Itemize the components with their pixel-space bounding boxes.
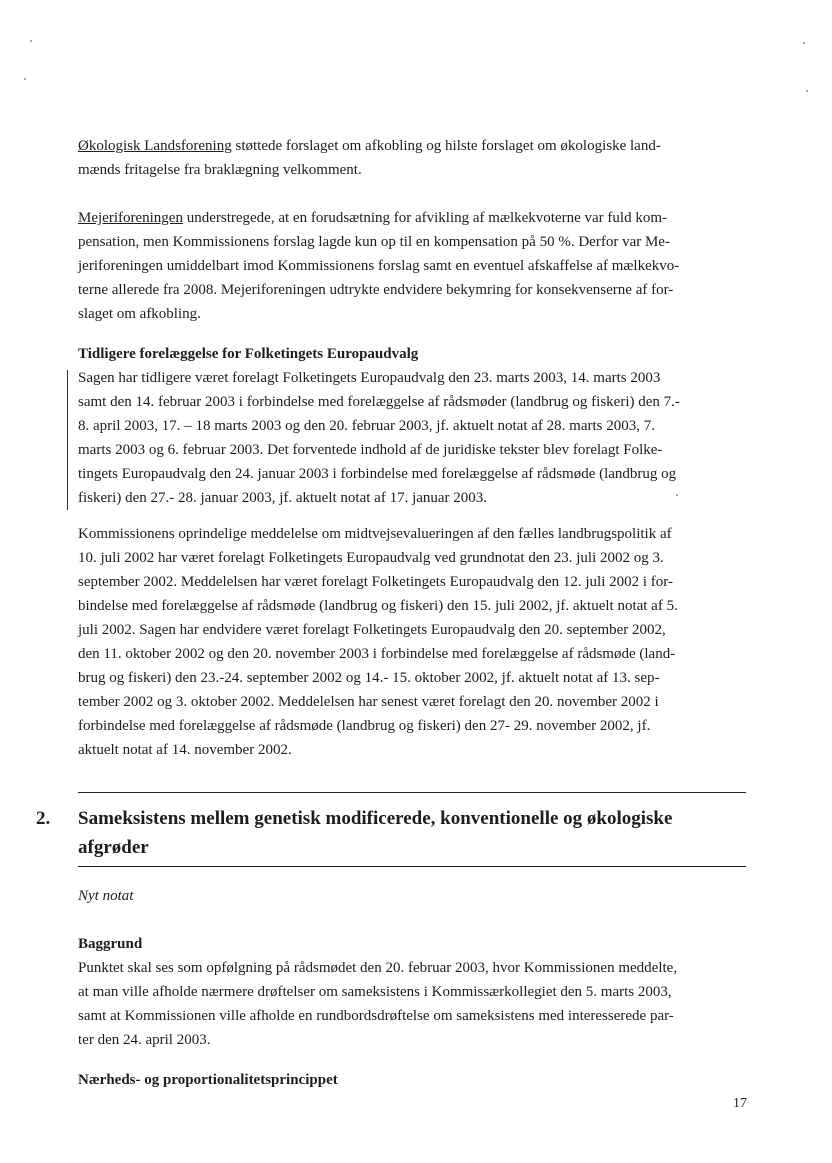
section-heading: Nærheds- og proportionalitetsprincippet — [78, 1072, 338, 1088]
paragraph-principle — [78, 1068, 750, 1092]
paragraph-oekologisk-landsforening: Økologisk Landsforening støttede forslaget om afkobling og hilste forslaget om økologiske land- mænds fritagelse fra braklægning velkomment. — [78, 138, 661, 178]
scan-speck — [24, 78, 26, 80]
paragraph-mejeriforeningen: Mejeriforeningen understregede, at en forudsætning for afvikling af mælkekvoterne var fuld kom- pensation, men Kommissionens forslag lagde kun op til en kompensation på 50 %. Derfor var Me- jeriforeningen umiddelbart imod Kommissionens forslag samt en eventuel afskaffelse af mælkekvo- terne allerede fra 2008. Mejeriforeningen udtrykte endvidere bekymring for konsekvenserne af for- slaget om afkobling. — [78, 210, 680, 322]
divider-top — [78, 792, 746, 793]
organization-name: Økologisk Landsforening — [78, 138, 232, 154]
section-title: Sameksistens mellem genetisk modificerede, konventionelle og økologiske afgrøder — [78, 808, 673, 858]
scan-speck — [30, 40, 32, 42]
organization-name: Mejeriforeningen — [78, 210, 183, 226]
margin-change-bar — [67, 370, 68, 510]
note-label: Nyt notat — [78, 888, 134, 904]
section-heading: Baggrund — [78, 936, 143, 952]
section-heading: Tidligere forelæggelse for Folketingets Europaudvalg — [78, 346, 419, 362]
scan-speck — [806, 90, 808, 92]
paragraph-commission-communication: Kommissionens oprindelige meddelelse om midtvejsevalueringen af den fælles landbrugspolitik af 10. juli 2002 har været forelagt Folketingets Europaudvalg ved grundnotat den 23. juli 2002 og 3. september 2002. Meddelelsen har været forelagt Folketingets Europaudvalg den 12. juli 2002 i for- bindelse med forelæggelse af rådsmøde (landbrug og fiskeri) den 15. juli 2002, jf. aktuelt notat af 5. juli 2002. Sagen har endvidere været forelagt Folketingets Europaudvalg den 20. september 2002, den 11. oktober 2002 og den 20. november 2003 i forbindelse med forelæggelse af rådsmøde (land- brug og fiskeri) den 23.-24. september 2002 og 14.- 15. oktober 2002, jf. aktuelt notat af 13. sep- tember 2002 og 3. oktober 2002. Meddelelsen har senest været forelagt den 20. november 2002 i forbindelse med forelæggelse af rådsmøde (landbrug og fiskeri) den 27- 29. november 2002, jf. aktuelt notat af 14. november 2002. — [78, 526, 678, 758]
paragraph-background: Baggrund Punktet skal ses som opfølgning på rådsmødet den 20. februar 2003, hvor Kommissionen meddelte, at man ville afholde nærmere drøftelser om sameksistens i Kommissærkollegiet den 5. marts 2003, samt at Kommissionen ville afholde en rundbordsdrøftelse om sameksistens med interesserede par- ter den 24. april 2003. — [78, 932, 750, 1052]
page-number: 17 — [733, 1096, 747, 1111]
paragraph-previous-presentation: Tidligere forelæggelse for Folketingets Europaudvalg Sagen har tidligere været forelagt Folketingets Europaudvalg den 23. marts 2003, 14. marts 2003 samt den 14. februar 2003 i forbindelse med forelæggelse af rådsmøder (landbrug og fiskeri) den 7.- 8. april 2003, 17. – 18 marts 2003 og den 20. februar 2003, jf. aktuelt notat af 28. marts 2003, 7. marts 2003 og 6. februar 2003. Det forventede indhold af de juridiske tekster blev forelagt Folke- tingets Europaudvalg den 24. januar 2003 i forbindelse med forelæggelse af rådsmøde (landbrug og fiskeri) den 27.- 28. januar 2003, jf. aktuelt notat af 17. januar 2003. — [78, 342, 750, 510]
section-number: 2. — [36, 808, 51, 829]
divider-bottom — [78, 866, 746, 867]
scan-speck — [803, 42, 805, 44]
